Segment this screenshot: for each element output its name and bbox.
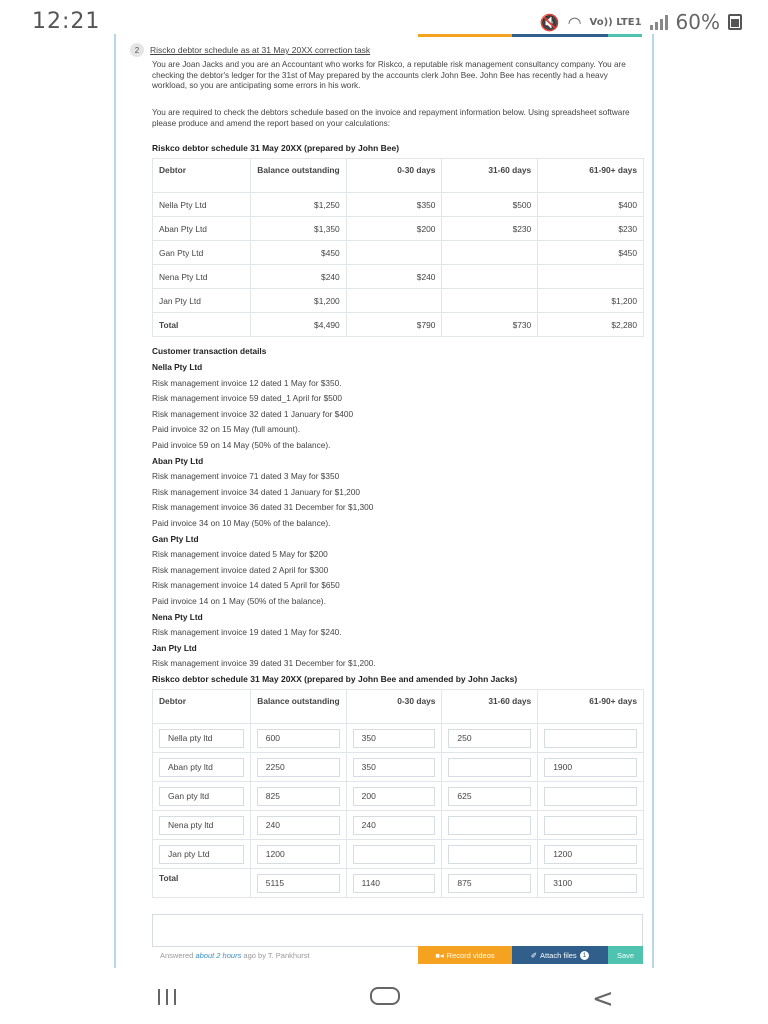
- answered-by: ago by T. Pankhurst: [243, 951, 310, 960]
- recents-button[interactable]: [158, 989, 176, 1005]
- answered-meta: [160, 951, 310, 960]
- amount-cell: [250, 782, 346, 811]
- amount-input[interactable]: 250: [448, 729, 531, 748]
- debtor-name-cell: Aban Pty Ltd: [153, 217, 251, 241]
- amount-cell: [538, 782, 644, 811]
- amount-cell: [538, 265, 644, 289]
- debtor-name-cell: Nella Pty Ltd: [153, 193, 251, 217]
- amount-cell: $2,280: [538, 313, 644, 337]
- debtor-cell: [153, 782, 251, 811]
- amount-input[interactable]: 600: [257, 729, 340, 748]
- amount-cell: [250, 811, 346, 840]
- amount-input[interactable]: 350: [353, 758, 436, 777]
- table-row: [153, 840, 644, 869]
- customer-name: Gan Pty Ltd: [152, 533, 199, 544]
- amount-cell: [250, 753, 346, 782]
- customer-name: Nella Pty Ltd: [152, 362, 203, 372]
- amount-input[interactable]: [544, 729, 637, 748]
- amount-input[interactable]: [448, 758, 531, 777]
- header-balance: Balance outstanding: [250, 690, 346, 724]
- table-row: [153, 241, 644, 265]
- attach-files-button[interactable]: [512, 946, 608, 964]
- header-debtor: Debtor: [153, 159, 251, 193]
- video-icon: ■◂: [435, 950, 444, 960]
- header-debtor: Debtor: [153, 690, 251, 724]
- transaction-line: Risk management invoice 59 dated_1 April for $500: [152, 393, 343, 404]
- transaction-line: Risk management invoice 12 dated 1 May for $350.: [152, 377, 342, 388]
- amount-input[interactable]: 5115: [257, 874, 340, 893]
- debtor-name-cell: Gan Pty Ltd: [153, 241, 251, 265]
- header-31-60: 31-60 days: [442, 159, 538, 193]
- amount-cell: [346, 241, 442, 265]
- amount-cell: [346, 782, 442, 811]
- back-button[interactable]: <: [592, 984, 614, 1014]
- debtor-input[interactable]: Jan pty Ltd: [159, 845, 244, 864]
- transaction-line: Risk management invoice 32 dated 1 January for $400: [152, 408, 354, 419]
- amount-input[interactable]: [544, 816, 637, 835]
- customer-name: Nena Pty Ltd: [152, 611, 203, 622]
- transaction-line: Paid invoice 59 on 14 May (50% of the balance).: [152, 440, 331, 450]
- amount-input[interactable]: 350: [353, 729, 436, 748]
- answered-prefix: Answered: [160, 951, 194, 960]
- question-title-link[interactable]: Riscko debtor schedule as at 31 May 20XX correction task: [150, 45, 371, 55]
- amount-cell: $1,200: [250, 289, 346, 313]
- debtor-cell: [153, 811, 251, 840]
- amount-cell: [442, 241, 538, 265]
- schedule1-table: [152, 158, 644, 337]
- amount-cell: [346, 811, 442, 840]
- amount-cell: [538, 753, 644, 782]
- amount-cell: [538, 869, 644, 898]
- amount-cell: [442, 840, 538, 869]
- debtor-input[interactable]: Nella pty ltd: [159, 729, 244, 748]
- debtor-name-cell: Nena Pty Ltd: [153, 265, 251, 289]
- total-label-cell: Total: [153, 869, 251, 898]
- paperclip-icon: ✐: [530, 950, 537, 960]
- amount-input[interactable]: 240: [257, 816, 340, 835]
- transaction-line: Risk management invoice 36 dated 31 December for $1,300: [152, 502, 374, 513]
- amount-input[interactable]: 200: [353, 787, 436, 806]
- debtor-cell: [153, 840, 251, 869]
- amount-cell: $200: [346, 217, 442, 241]
- amount-cell: [538, 724, 644, 753]
- amount-cell: $1,250: [250, 193, 346, 217]
- debtor-name-cell: Total: [153, 313, 251, 337]
- header-31-60: 31-60 days: [442, 690, 538, 724]
- intro-paragraph: You are Joan Jacks and you are an Accountant who works for Riskco, a reputable risk management consultancy company. You are checking the debtor's ledger for the 31st of May prepared by the accounts clerk John Bee. John Bee has recently had a heavy workload, so you are anticipating some errors in his work.: [152, 60, 626, 90]
- amount-cell: $790: [346, 313, 442, 337]
- header-61-90: 61-90+ days: [538, 159, 644, 193]
- debtor-cell: [153, 724, 251, 753]
- amount-input[interactable]: [353, 845, 436, 864]
- amount-input[interactable]: 625: [448, 787, 531, 806]
- question-card: [114, 34, 654, 968]
- top-accent-bars: [418, 34, 642, 37]
- amount-input[interactable]: [544, 787, 637, 806]
- amount-input[interactable]: 1900: [544, 758, 637, 777]
- header-0-30: 0-30 days: [346, 690, 442, 724]
- amount-cell: $450: [538, 241, 644, 265]
- transaction-line: Paid invoice 14 on 1 May (50% of the balance).: [152, 596, 326, 606]
- amount-cell: [250, 840, 346, 869]
- table-row: [153, 217, 644, 241]
- amount-cell: [442, 869, 538, 898]
- attach-count-badge: 1: [580, 951, 590, 960]
- customer-name: Jan Pty Ltd: [152, 642, 197, 653]
- amount-cell: [346, 840, 442, 869]
- lte-indicator: Vo)) LTE1: [589, 16, 642, 28]
- amount-cell: $350: [346, 193, 442, 217]
- header-balance: Balance outstanding: [250, 159, 346, 193]
- status-time: 12:21: [32, 9, 101, 34]
- status-icons: [540, 10, 742, 34]
- amount-cell: [346, 724, 442, 753]
- transaction-line: Paid invoice 32 on 15 May (full amount).: [152, 424, 301, 435]
- wifi-icon: ◠: [567, 12, 582, 32]
- table-row: [153, 193, 644, 217]
- amount-cell: [442, 811, 538, 840]
- amount-cell: [346, 753, 442, 782]
- amount-cell: [442, 289, 538, 313]
- answered-time: about 2 hours: [195, 951, 242, 960]
- amount-cell: [442, 724, 538, 753]
- question-header: [130, 43, 370, 57]
- table-row: [153, 869, 644, 898]
- transaction-line: Risk management invoice 39 dated 31 December for $1,200.: [152, 658, 376, 669]
- amount-input[interactable]: [448, 816, 531, 835]
- amount-input[interactable]: [448, 845, 531, 864]
- amount-cell: $4,490: [250, 313, 346, 337]
- transaction-line: Paid invoice 34 on 10 May (50% of the balance).: [152, 518, 331, 528]
- transaction-line: Risk management invoice dated 5 May for $200: [152, 549, 328, 560]
- instruction-paragraph: You are required to check the debtors schedule based on the invoice and repayment information below. Using spreadsheet software please produce and amend the report based on your calculations:: [152, 108, 630, 128]
- transactions-heading: Customer transaction details: [152, 346, 267, 356]
- save-button[interactable]: Save: [608, 946, 643, 964]
- transaction-line: Risk management invoice 14 dated 5 April for $650: [152, 580, 340, 591]
- header-0-30: 0-30 days: [346, 159, 442, 193]
- record-videos-label: Record videos: [446, 950, 495, 960]
- schedule2-table: [152, 689, 644, 898]
- table-row: [153, 753, 644, 782]
- amount-cell: $1,200: [538, 289, 644, 313]
- amount-cell: $230: [538, 217, 644, 241]
- amount-cell: [538, 811, 644, 840]
- table-row: [153, 289, 644, 313]
- amount-cell: $1,350: [250, 217, 346, 241]
- amount-cell: $230: [442, 217, 538, 241]
- answer-footer: [152, 945, 643, 965]
- debtor-cell: [153, 753, 251, 782]
- amount-cell: [346, 289, 442, 313]
- mute-icon: 🔇: [539, 12, 560, 32]
- amount-cell: $400: [538, 193, 644, 217]
- schedule1-title: Riskco debtor schedule 31 May 20XX (prepared by John Bee): [152, 143, 400, 153]
- amount-cell: $500: [442, 193, 538, 217]
- table-row: [153, 313, 644, 337]
- amount-input[interactable]: 240: [353, 816, 436, 835]
- table-row: [153, 265, 644, 289]
- table-row: [153, 811, 644, 840]
- android-nav-bar: [0, 968, 768, 1024]
- amount-cell: [346, 869, 442, 898]
- amount-cell: [250, 869, 346, 898]
- amount-cell: $450: [250, 241, 346, 265]
- amount-input[interactable]: 1200: [544, 845, 637, 864]
- amount-input[interactable]: 875: [448, 874, 531, 893]
- amount-cell: [538, 840, 644, 869]
- table-row: [153, 724, 644, 753]
- amount-input[interactable]: 1140: [353, 874, 436, 893]
- table-row: [153, 782, 644, 811]
- debtor-input[interactable]: Nena pty ltd: [159, 816, 244, 835]
- amount-cell: $240: [250, 265, 346, 289]
- amount-cell: $730: [442, 313, 538, 337]
- amount-input[interactable]: 1200: [257, 845, 340, 864]
- debtor-name-cell: Jan Pty Ltd: [153, 289, 251, 313]
- transaction-line: Risk management invoice dated 2 April for $300: [152, 564, 329, 575]
- header-61-90: 61-90+ days: [538, 690, 644, 724]
- battery-percent: 60%: [675, 10, 720, 34]
- amount-input[interactable]: 3100: [544, 874, 637, 893]
- amount-cell: [442, 265, 538, 289]
- transaction-line: Risk management invoice 34 dated 1 January for $1,200: [152, 486, 361, 497]
- amount-cell: [442, 782, 538, 811]
- transaction-line: Risk management invoice 19 dated 1 May for $240.: [152, 627, 342, 638]
- home-button[interactable]: [370, 987, 400, 1005]
- question-number: 2: [130, 43, 144, 57]
- battery-icon: [728, 14, 742, 30]
- transaction-line: Risk management invoice 71 dated 3 May for $350: [152, 471, 340, 482]
- customer-name: Aban Pty Ltd: [152, 455, 204, 466]
- record-videos-button[interactable]: [418, 946, 512, 964]
- amount-cell: $240: [346, 265, 442, 289]
- amount-input[interactable]: 825: [257, 787, 340, 806]
- signal-icon: [650, 14, 668, 30]
- debtor-input[interactable]: Gan pty ltd: [159, 787, 244, 806]
- debtor-input[interactable]: Aban pty ltd: [159, 758, 244, 777]
- answer-input[interactable]: [152, 914, 643, 947]
- amount-cell: [250, 724, 346, 753]
- attach-files-label: Attach files: [539, 950, 577, 960]
- schedule2-title: Riskco debtor schedule 31 May 20XX (prepared by John Bee and amended by John Jacks): [152, 674, 518, 684]
- amount-cell: [442, 753, 538, 782]
- amount-input[interactable]: 2250: [257, 758, 340, 777]
